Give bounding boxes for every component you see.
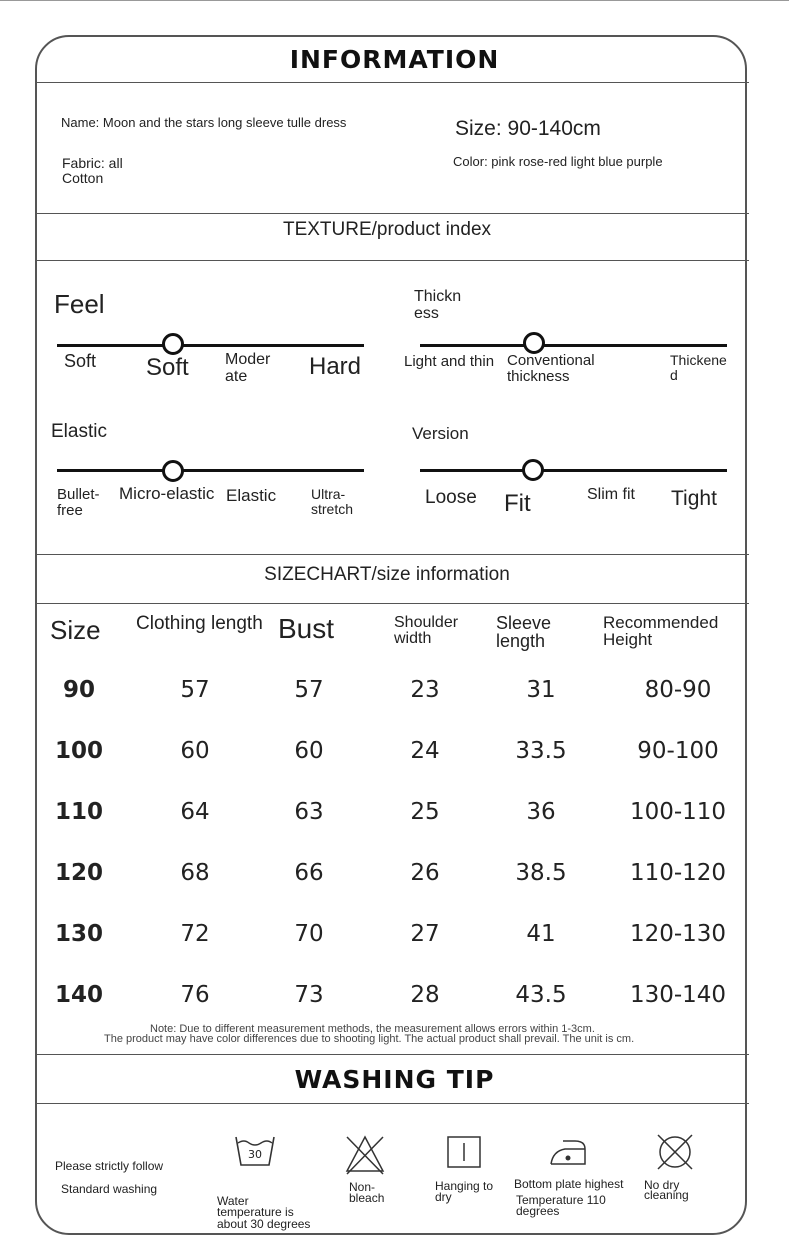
table-cell: 63 [294, 799, 324, 825]
texture-title: TEXTURE/product index [282, 219, 492, 240]
table-cell: 31 [526, 677, 556, 703]
table-cell: 130 [54, 921, 103, 947]
version-option-loose: Loose [425, 487, 477, 508]
header-shoulder-width: Shoulder width [394, 614, 459, 647]
washing-hanging: Hanging to dry [435, 1179, 494, 1205]
feel-label: Feel [54, 289, 105, 319]
version-option-fit: Fit [504, 490, 531, 517]
table-cell: 66 [294, 860, 324, 886]
product-fabric: Fabric: all Cotton [62, 155, 123, 186]
washing-dry: No dry cleaning [644, 1178, 689, 1202]
thickness-slider-knob [523, 332, 545, 354]
washing-title: WASHING TIP [294, 1065, 495, 1094]
washing-nonbleach: Non- bleach [349, 1180, 385, 1206]
table-cell: 100 [54, 738, 103, 764]
table-cell: 72 [180, 921, 210, 947]
version-option-slim: Slim fit [587, 486, 635, 503]
washing-water-temp: Water temperature is about 30 degrees [217, 1194, 311, 1231]
washing-iron: Bottom plate highest [514, 1177, 624, 1191]
hang-dry-icon [446, 1135, 482, 1169]
sizechart-title: SIZECHART/size information [264, 564, 510, 585]
table-cell: 23 [410, 677, 440, 703]
table-cell: 64 [180, 799, 210, 825]
feel-option-hard: Hard [309, 353, 362, 380]
table-cell: 57 [180, 677, 210, 703]
table-cell: 140 [54, 982, 103, 1008]
elastic-option-ultra: Ultra- stretch [311, 486, 354, 517]
table-cell: 28 [410, 982, 440, 1008]
non-bleach-icon [344, 1134, 386, 1176]
version-label: Version [412, 424, 469, 443]
divider [35, 82, 749, 83]
top-border [0, 0, 789, 1]
feel-option-soft-selected: Soft [146, 354, 189, 381]
washing-follow: Please strictly follow [55, 1159, 164, 1173]
divider [35, 1054, 749, 1055]
information-title: INFORMATION [289, 45, 500, 74]
table-cell: 41 [526, 921, 556, 947]
table-cell: 120 [54, 860, 103, 886]
divider [35, 554, 749, 555]
thickness-label: Thickn ess [414, 288, 462, 322]
divider [35, 603, 749, 604]
elastic-option-bullet-free: Bullet- free [57, 486, 100, 519]
header-recommended-height: Recommended Height [603, 613, 719, 649]
wash-temp-number: 30 [248, 1148, 262, 1161]
version-slider-knob [522, 459, 544, 481]
divider [35, 213, 749, 214]
elastic-slider-track [57, 469, 364, 472]
version-slider-track [420, 469, 727, 472]
table-cell: 110 [54, 799, 103, 825]
elastic-label: Elastic [51, 421, 107, 442]
washing-iron-temp: Temperature 110 degrees [516, 1193, 606, 1219]
product-name: Name: Moon and the stars long sleeve tulle dress [61, 115, 347, 130]
table-cell: 26 [410, 860, 440, 886]
thickness-option-thickened: Thickene d [670, 352, 727, 383]
table-cell: 38.5 [515, 860, 567, 886]
feel-slider-track [57, 344, 364, 347]
table-cell: 70 [294, 921, 324, 947]
thickness-option-conventional: Conventional thickness [507, 352, 595, 385]
table-cell: 25 [410, 799, 440, 825]
feel-slider-knob [162, 333, 184, 355]
note-color: The product may have color differences due to shooting light. The actual product shall prevail. The unit is cm. [104, 1033, 635, 1045]
table-cell: 110-120 [629, 860, 727, 886]
table-cell: 43.5 [515, 982, 567, 1008]
table-cell: 76 [180, 982, 210, 1008]
table-cell: 60 [294, 738, 324, 764]
table-cell: 73 [294, 982, 324, 1008]
divider [35, 260, 749, 261]
wash-tub-30-icon [234, 1134, 276, 1170]
table-cell: 100-110 [629, 799, 727, 825]
header-size: Size [50, 615, 101, 645]
no-dry-clean-icon [655, 1132, 695, 1172]
table-cell: 60 [180, 738, 210, 764]
table-cell: 120-130 [629, 921, 727, 947]
product-size: Size: 90-140cm [455, 117, 601, 140]
table-cell: 33.5 [515, 738, 567, 764]
elastic-option-micro: Micro-elastic [119, 484, 215, 503]
iron-icon [549, 1137, 587, 1167]
thickness-option-light: Light and thin [404, 353, 495, 370]
header-clothing-length: Clothing length [136, 613, 263, 634]
table-cell: 80-90 [644, 677, 712, 703]
feel-option-moderate: Moder ate [225, 351, 271, 385]
table-cell: 27 [410, 921, 440, 947]
elastic-slider-knob [162, 460, 184, 482]
table-cell: 24 [410, 738, 440, 764]
header-bust: Bust [278, 613, 335, 644]
thickness-slider-track [420, 344, 727, 347]
table-cell: 130-140 [629, 982, 727, 1008]
divider [35, 1103, 749, 1104]
header-sleeve-length: Sleeve length [496, 613, 552, 651]
note-measurement: Note: Due to different measurement methods, the measurement allows errors within 1-3cm. [150, 1023, 595, 1035]
product-color: Color: pink rose-red light blue purple [453, 154, 663, 169]
table-cell: 68 [180, 860, 210, 886]
feel-option-soft: Soft [64, 351, 97, 371]
table-cell: 90 [62, 677, 95, 703]
table-cell: 57 [294, 677, 324, 703]
table-cell: 36 [526, 799, 556, 825]
table-cell: 90-100 [637, 738, 719, 764]
elastic-option-elastic: Elastic [226, 486, 277, 505]
washing-standard: Standard washing [61, 1182, 158, 1196]
version-option-tight: Tight [671, 487, 717, 510]
